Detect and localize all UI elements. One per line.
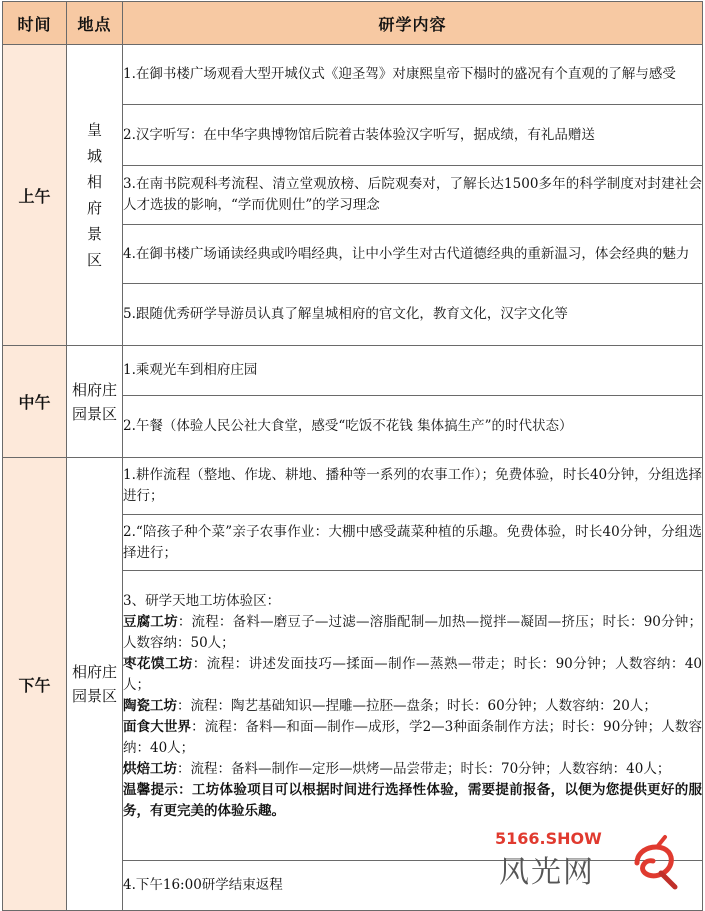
- workshop-entry: [123, 612, 702, 654]
- morning-item-4: 4.在御书楼广场诵读经典或吟唱经典，让中小学生对古代道德经典的重新温习，体会经典的魅力: [123, 225, 703, 284]
- workshop-name: 枣花馍工坊: [123, 656, 193, 672]
- noon-item-2: 2.午餐（体验人民公社大食堂，感受“吃饭不花钱 集体搞生产”的时代状态）: [123, 396, 703, 458]
- workshop-desc: ：流程：陶艺基础知识—捏雕—拉胚—盘条；时长：60分钟；人数容纳：20人；: [177, 698, 657, 714]
- morning-item-3: 3.在南书院观科考流程、清立堂观放榜、后院观奏对，了解长达1500多年的科学制度对封建社会人才选拔的影响，“学而优则仕”的学习理念: [123, 166, 703, 225]
- workshop-entry: [123, 654, 702, 696]
- noon-item-1: 1.乘观光车到相府庄园: [123, 346, 703, 396]
- watermark-brand: 风光网: [499, 855, 595, 890]
- time-noon: 中午: [3, 346, 67, 458]
- time-morning: 上午: [3, 45, 67, 346]
- table-header-row: [3, 2, 703, 45]
- location-noon: 相府庄园景区: [67, 346, 123, 458]
- workshop-desc: ：流程：讲述发面技巧—揉面—制作—蒸熟—带走；时长：90分钟；人数容纳：40人；: [123, 656, 703, 693]
- location-morning-text: 皇城相府景区: [87, 121, 103, 269]
- table-row: [3, 458, 703, 515]
- afternoon-item-3: [123, 571, 703, 861]
- afternoon-item-2: 2.“陪孩子种个菜”亲子农事作业：大棚中感受蔬菜种植的乐趣。免费体验，时长40分钟，分组选择进行；: [123, 515, 703, 571]
- workshop-name: 烘焙工坊: [123, 761, 177, 777]
- table-row: [3, 45, 703, 105]
- afternoon-item-4: 4.下午16:00研学结束返程: [123, 861, 703, 911]
- workshop-name: 陶瓷工坊: [123, 698, 177, 714]
- workshop-desc: ：流程：备料—和面—制作—成形，学2—3种面条制作方法；时长：90分钟；人数容纳：40人；: [123, 719, 703, 756]
- workshop-desc: ：流程：备料—制作—定形—烘烤—品尝带走；时长：70分钟；人数容纳：40人；: [177, 761, 671, 777]
- workshop-intro: 3、研学天地工坊体验区：: [123, 593, 281, 609]
- watermark-logo: [495, 829, 685, 893]
- location-morning: [67, 45, 123, 346]
- morning-item-2: 2.汉字听写：在中华字典博物馆后院着古装体验汉字听写，据成绩，有礼品赠送: [123, 105, 703, 166]
- afternoon-item-1: 1.耕作流程（整地、作垅、耕地、播种等一系列的农事工作）；免费体验，时长40分钟，分组选择进行；: [123, 458, 703, 515]
- time-afternoon: 下午: [3, 458, 67, 911]
- header-content: 研学内容: [123, 2, 703, 45]
- header-location: 地点: [67, 2, 123, 45]
- watermark-site: 5166.SHOW: [495, 829, 602, 848]
- workshop-entry: [123, 717, 702, 759]
- watermark-swirl-icon: [627, 833, 685, 891]
- warm-tip: 温馨提示：工坊体验项目可以根据时间进行选择性体验，需要提前报备，以便为您提供更好的服务，有更完美的体验乐趣。: [123, 782, 702, 819]
- location-afternoon: 相府庄园景区: [67, 458, 123, 911]
- workshop-entry: [123, 759, 702, 780]
- workshop-name: 面食大世界: [123, 719, 192, 735]
- header-time: 时间: [3, 2, 67, 45]
- workshop-entry: [123, 696, 702, 717]
- table-row: [3, 346, 703, 396]
- workshop-desc: ：流程：备料—磨豆子—过滤—溶脂配制—加热—搅拌—凝固—挤压；时长：90分钟；人数容纳：50人；: [123, 614, 702, 651]
- morning-item-5: 5.跟随优秀研学导游员认真了解皇城相府的官文化，教育文化，汉字文化等: [123, 284, 703, 346]
- morning-item-1: 1.在御书楼广场观看大型开城仪式《迎圣驾》对康熙皇帝下榻时的盛况有个直观的了解与感受: [123, 45, 703, 105]
- workshop-name: 豆腐工坊: [123, 614, 178, 630]
- itinerary-table: [2, 1, 703, 911]
